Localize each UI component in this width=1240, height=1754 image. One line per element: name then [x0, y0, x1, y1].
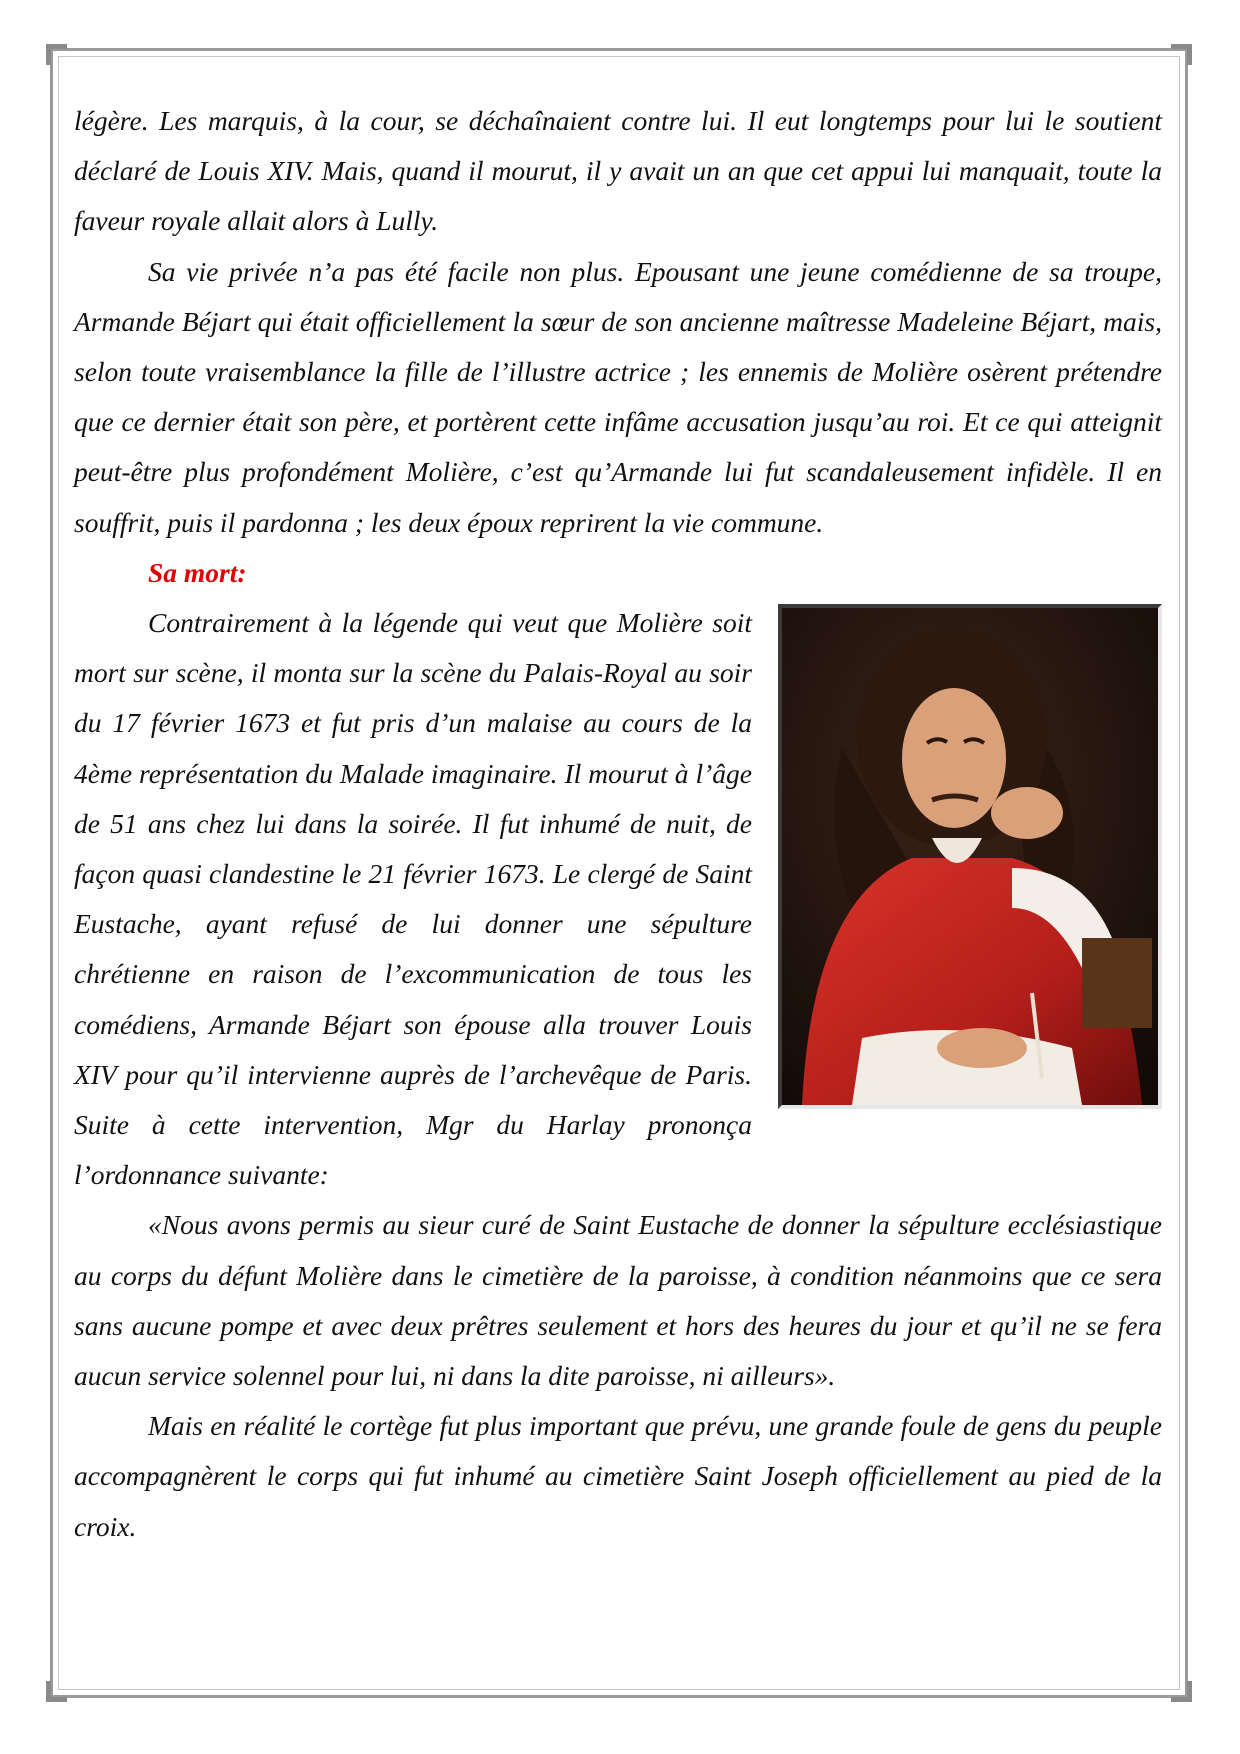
paragraph-private-life: Sa vie privée n’a pas été facile non plus. Epousant une jeune comédienne de sa troupe, Armande Béjart qui était officiellement la sœur de son ancienne maîtresse Madeleine Béjart, mais, selon toute vraisemblance la fille de l’illustre actrice ; les ennemis de Molière osèrent prétendre que ce dernier était son père, et portèrent cette infâme accusation jusqu’au roi. Et ce qui atteignit peut-être plus profondément Molière, c’est qu’Armande lui fut scandaleusement infidèle. Il en souffrit, puis il pardonna ; les deux époux reprirent la vie commune.	[74, 255, 1162, 538]
document-body	[74, 96, 1162, 1552]
paragraph-death: Contrairement à la légende qui veut que Molière soit mort sur scène, il monta sur la scène du Palais-Royal au soir du 17 février 1673 et fut pris d’un malaise au cours de la 4ème représentation du Malade imaginaire. Il mourut à l’âge de 51 ans chez lui dans la soirée. Il fut inhumé de nuit, de façon quasi clandestine le 21 février 1673. Le clergé de Saint Eustache, ayant refusé de lui donner une sépulture chrétienne en raison de l’excommunication de tous les comédiens, Armande Béjart son épouse alla trouver Louis XIV pour qu’il intervienne auprès de l’archevêque de Paris. Suite à cette intervention, Mgr du Harlay prononça l’ordonnance suivante:	[74, 607, 752, 1191]
frame-corner-bottom-left	[46, 1681, 67, 1702]
paragraph-ordonnance-quote: «Nous avons permis au sieur curé de Saint Eustache de donner la sépulture ecclésiastique au corps du défunt Molière dans le cimetière de la paroisse, à condition néanmoins que ce sera sans aucune pompe et avec deux prêtres seulement et hors des heures du jour et qu’il ne se fera aucun service solennel pour lui, ni dans la dite paroisse, ni ailleurs».	[74, 1209, 1162, 1392]
paragraph-funeral: Mais en réalité le cortège fut plus important que prévu, une grande foule de gens du peuple accompagnèrent le corps qui fut inhumé au cimetière Saint Joseph officiellement au pied de la croix.	[74, 1410, 1162, 1542]
frame-corner-top-right	[1171, 44, 1192, 65]
section-title-death: Sa mort:	[148, 556, 247, 588]
portrait-image	[782, 608, 1158, 1105]
frame-corner-top-left	[46, 44, 67, 65]
paragraph-lully: légère. Les marquis, à la cour, se déchaînaient contre lui. Il eut longtemps pour lui le soutient déclaré de Louis XIV. Mais, quand il mourut, il y avait un an que cet appui lui manquait, toute la faveur royale allait alors à Lully.	[74, 105, 1162, 237]
moliere-portrait	[778, 604, 1162, 1109]
frame-corner-bottom-right	[1171, 1681, 1192, 1702]
